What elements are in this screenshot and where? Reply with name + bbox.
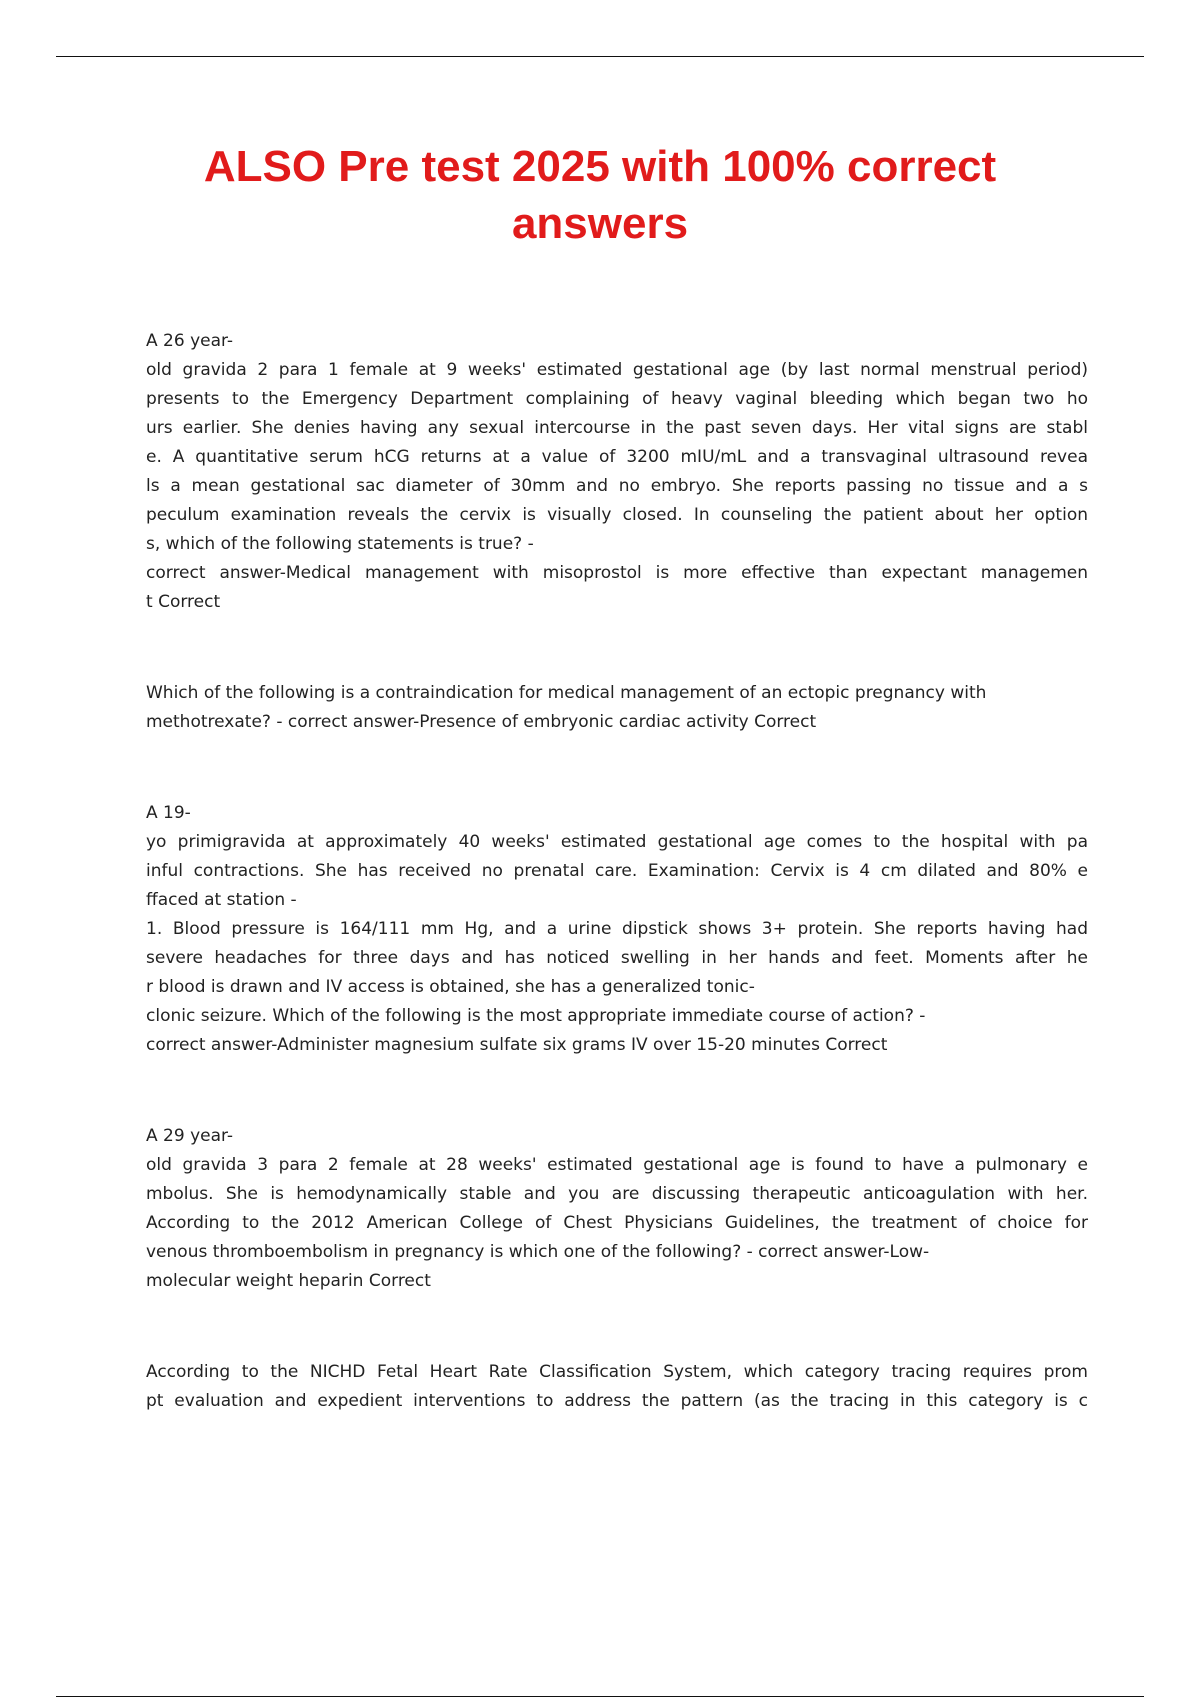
spacer [146, 737, 1088, 799]
question-line: severe headaches for three days and has noticed swelling in her hands and feet. Moments after he [146, 948, 1088, 968]
answer-line: correct answer-Administer magnesium sulfate six grams IV over 15-20 minutes Correct [146, 1035, 888, 1055]
question-line: presents to the Emergency Department complaining of heavy vaginal bleeding which began two ho [146, 389, 1088, 409]
question-line: e. A quantitative serum hCG returns at a value of 3200 mIU/mL and a transvaginal ultrasound revea [146, 447, 1088, 467]
question-line: clonic seizure. Which of the following is the most appropriate immediate course of action? - [146, 1006, 926, 1026]
question-line: venous thromboembolism in pregnancy is which one of the following? - correct answer-Low- [146, 1242, 930, 1262]
question-line: inful contractions. She has received no prenatal care. Examination: Cervix is 4 cm dilated and 80% e [146, 861, 1088, 881]
question-line: peculum examination reveals the cervix is visually closed. In counseling the patient about her option [146, 505, 1088, 525]
footer-rule [56, 1696, 1144, 1697]
question-block [146, 679, 1088, 737]
question-line: s, which of the following statements is true? - [146, 534, 534, 554]
question-line: r blood is drawn and IV access is obtained, she has a generalized tonic- [146, 977, 755, 997]
question-line: mbolus. She is hemodynamically stable and you are discussing therapeutic anticoagulation with her. [146, 1184, 1088, 1204]
question-block [146, 799, 1088, 1060]
question-line: 1. Blood pressure is 164/111 mm Hg, and a urine dipstick shows 3+ protein. She reports having had [146, 919, 1088, 939]
question-block [146, 1358, 1088, 1416]
title-line-2: answers [511, 199, 689, 248]
spacer [146, 1060, 1088, 1122]
question-line: urs earlier. She denies having any sexual intercourse in the past seven days. Her vital signs are stabl [146, 418, 1088, 438]
question-line: pt evaluation and expedient interventions to address the pattern (as the tracing in this category is c [146, 1391, 1088, 1411]
question-block [146, 327, 1088, 617]
question-line: yo primigravida at approximately 40 weeks' estimated gestational age comes to the hospital with pa [146, 832, 1088, 852]
document-title [100, 138, 1100, 252]
question-line: A 26 year- [146, 331, 234, 351]
question-line: According to the 2012 American College of Chest Physicians Guidelines, the treatment of choice for [146, 1213, 1088, 1233]
question-line: A 29 year- [146, 1126, 234, 1146]
question-list [146, 327, 1088, 1416]
question-line: A 19- [146, 803, 191, 823]
question-line: old gravida 2 para 1 female at 9 weeks' estimated gestational age (by last normal menstrual period) [146, 360, 1088, 380]
question-block [146, 1122, 1088, 1296]
question-line: ls a mean gestational sac diameter of 30mm and no embryo. She reports passing no tissue and a s [146, 476, 1088, 496]
answer-line: methotrexate? - correct answer-Presence of embryonic cardiac activity Correct [146, 712, 817, 732]
spacer [146, 617, 1088, 679]
header-rule [56, 56, 1144, 57]
answer-line: correct answer-Medical management with misoprostol is more effective than expectant managemen [146, 563, 1088, 583]
answer-line: molecular weight heparin Correct [146, 1271, 431, 1291]
spacer [146, 1296, 1088, 1358]
question-line: old gravida 3 para 2 female at 28 weeks' estimated gestational age is found to have a pulmonary e [146, 1155, 1088, 1175]
answer-line: t Correct [146, 592, 221, 612]
title-line-1: ALSO Pre test 2025 with 100% correct [203, 142, 997, 191]
question-line: Which of the following is a contraindication for medical management of an ectopic pregnancy with [146, 683, 987, 703]
question-line: ffaced at station - [146, 890, 297, 910]
question-line: According to the NICHD Fetal Heart Rate Classification System, which category tracing requires prom [146, 1362, 1088, 1382]
